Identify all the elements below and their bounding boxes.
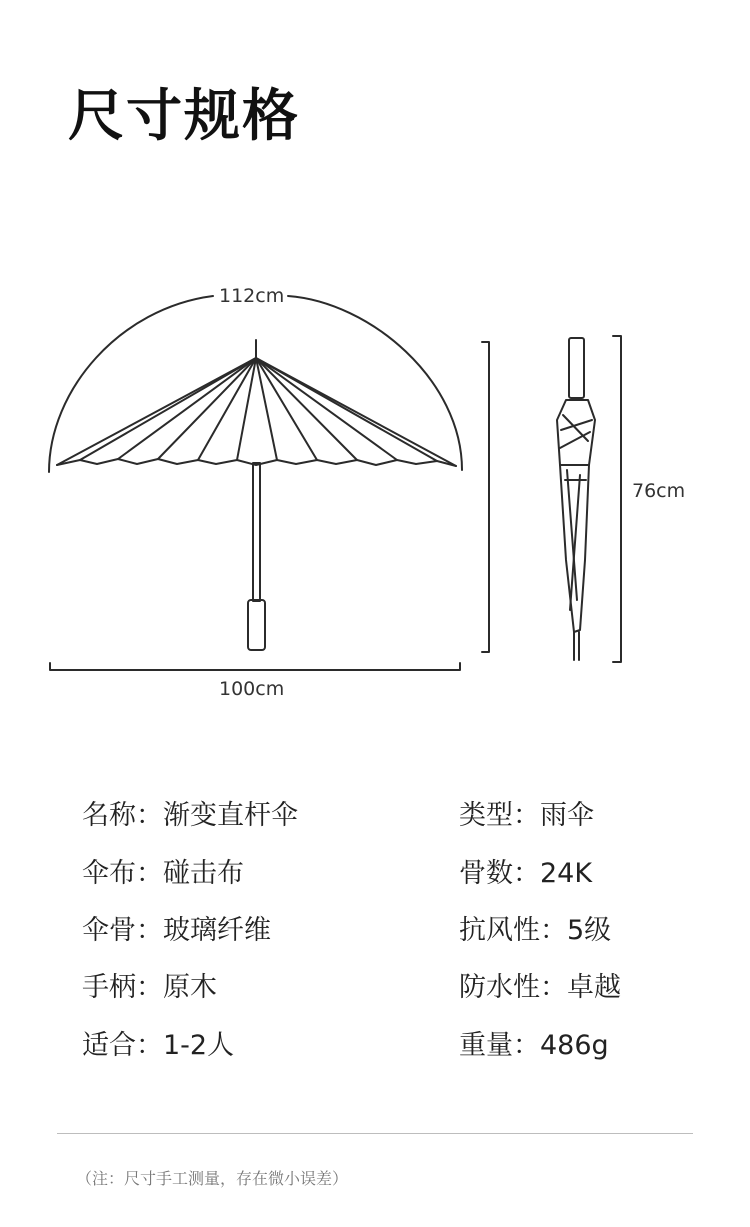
umbrella-ribs <box>57 358 456 466</box>
spec-value: 5级 <box>567 915 612 946</box>
canopy-arc-label: 112cm <box>219 285 285 307</box>
spec-key: 骨数： <box>459 858 540 889</box>
closed-length-label: 76cm <box>632 480 686 502</box>
spec-value: 雨伞 <box>540 800 594 831</box>
closed-length-dimension-line <box>613 336 621 662</box>
umbrella-handle <box>248 600 265 650</box>
spec-weight <box>459 1023 609 1062</box>
spec-value: 卓越 <box>567 972 621 1003</box>
spec-waterproof <box>459 965 621 1004</box>
spec-wind-resistance <box>459 908 611 947</box>
divider <box>57 1133 693 1134</box>
width-label: 100cm <box>219 678 285 700</box>
width-dimension-line <box>50 663 460 670</box>
spec-fabric <box>82 851 244 890</box>
spec-name <box>82 793 298 832</box>
closed-umbrella <box>557 338 595 660</box>
spec-key: 防水性： <box>459 972 567 1003</box>
spec-value: 原木 <box>163 972 217 1003</box>
page-title: 尺寸规格 <box>68 84 300 149</box>
spec-key: 重量： <box>459 1030 540 1061</box>
spec-key: 伞骨： <box>82 915 163 946</box>
spec-capacity <box>82 1023 234 1062</box>
umbrella-shaft <box>253 463 260 601</box>
spec-key: 抗风性： <box>459 915 567 946</box>
spec-key: 名称： <box>82 800 163 831</box>
height-dimension-line <box>482 342 489 652</box>
spec-value: 24K <box>540 858 593 889</box>
canopy-arc-dimension-line <box>49 296 462 472</box>
spec-value: 玻璃纤维 <box>163 915 271 946</box>
measurement-note: （注：尺寸手工测量，存在微小误差） <box>76 1169 349 1188</box>
spec-rib-count <box>459 851 592 890</box>
spec-value: 1-2人 <box>163 1030 235 1061</box>
spec-key: 伞布： <box>82 858 163 889</box>
spec-ribs-material <box>82 908 271 947</box>
spec-key: 类型： <box>459 800 540 831</box>
spec-value: 渐变直杆伞 <box>163 800 298 831</box>
spec-value: 碰击布 <box>163 858 244 889</box>
spec-handle <box>82 965 217 1004</box>
spec-value: 486g <box>540 1030 609 1061</box>
spec-type <box>459 793 594 832</box>
spec-key: 适合： <box>82 1030 163 1061</box>
spec-key: 手柄： <box>82 972 163 1003</box>
